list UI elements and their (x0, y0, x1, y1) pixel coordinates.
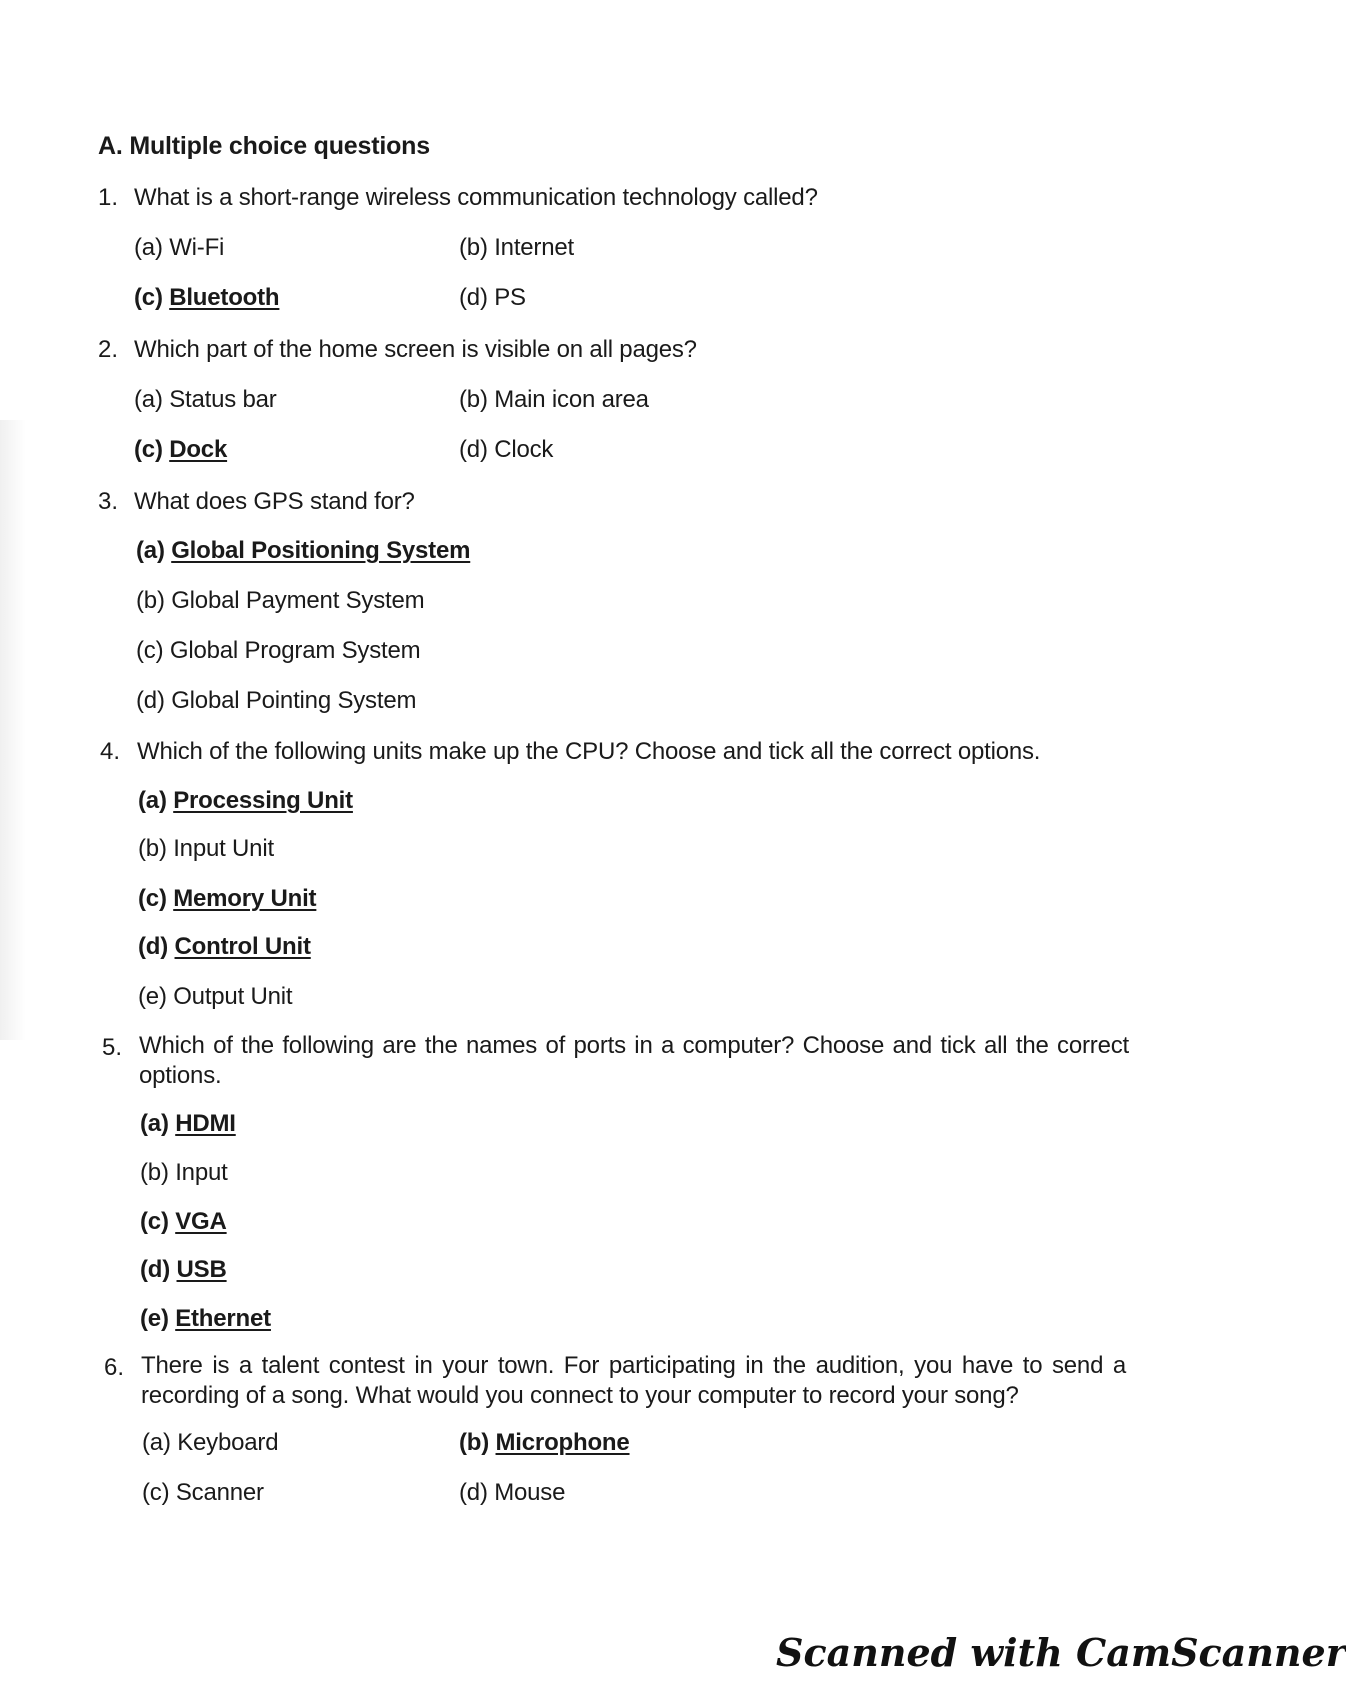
option-letter: (b) (459, 234, 488, 261)
option-letter: (a) (134, 386, 163, 413)
question-3-text: What does GPS stand for? (134, 488, 415, 515)
question-5-text: Which of the following are the names of ports in a computer? Choose and tick all the correct options. (139, 1032, 1129, 1089)
option-text: Status bar (169, 386, 277, 413)
question-1-option-a (134, 234, 224, 262)
camscanner-watermark: Scanned with CamScanner (776, 1630, 1346, 1675)
correct-answer-text: Memory Unit (173, 885, 317, 912)
question-3-option-a-correct (136, 537, 470, 565)
question-2-option-a (134, 386, 277, 414)
option-letter: (e) (138, 983, 167, 1010)
option-letter: (c) (142, 1479, 170, 1506)
question-3-option-d (136, 687, 416, 715)
question-6-number: 6. (104, 1354, 125, 1381)
question-6-option-b-correct (459, 1429, 630, 1457)
question-4-option-c-correct (138, 885, 316, 913)
option-letter: (b) (459, 1429, 490, 1456)
question-5-option-c-correct (140, 1208, 227, 1236)
option-letter: (a) (136, 537, 165, 564)
question-6-option-a (142, 1429, 278, 1457)
option-text: Main icon area (494, 386, 649, 413)
question-4-option-a-correct (138, 787, 353, 815)
option-letter: (d) (459, 1479, 488, 1506)
option-text: Output Unit (173, 983, 293, 1010)
option-letter: (c) (138, 885, 167, 912)
option-text: Mouse (494, 1479, 566, 1506)
option-letter: (d) (140, 1256, 171, 1283)
question-5-number: 5. (102, 1034, 123, 1061)
option-letter: (d) (459, 436, 488, 463)
scan-edge-shadow (0, 420, 26, 1040)
option-text: Global Program System (169, 637, 421, 664)
correct-answer-text: Bluetooth (169, 284, 280, 311)
option-letter: (d) (459, 284, 488, 311)
option-letter: (a) (134, 234, 163, 261)
correct-answer-text: Processing Unit (173, 787, 353, 814)
question-4-option-d-correct (138, 933, 311, 961)
question-4-number: 4. (100, 738, 121, 765)
correct-answer-text: Microphone (495, 1429, 630, 1456)
option-letter: (d) (138, 933, 169, 960)
option-letter: (c) (134, 436, 163, 463)
option-text: Keyboard (177, 1429, 279, 1456)
option-letter: (c) (140, 1208, 169, 1235)
correct-answer-text: USB (176, 1256, 227, 1283)
correct-answer-text: Global Positioning System (171, 537, 471, 564)
question-5-option-d-correct (140, 1256, 227, 1284)
question-2-option-c-correct (134, 436, 227, 464)
option-letter: (b) (140, 1159, 169, 1186)
question-4-option-b (138, 835, 274, 863)
option-letter: (a) (142, 1429, 171, 1456)
option-text: Clock (494, 436, 554, 463)
correct-answer-text: Dock (169, 436, 228, 463)
option-letter: (e) (140, 1305, 169, 1332)
question-3-option-b (136, 587, 424, 615)
question-1-number: 1. (98, 184, 119, 211)
option-text: Input Unit (173, 835, 274, 862)
option-letter: (b) (459, 386, 488, 413)
correct-answer-text: VGA (175, 1208, 227, 1235)
question-4-option-e (138, 983, 292, 1011)
question-5-option-b (140, 1159, 228, 1187)
question-2-option-b (459, 386, 649, 414)
correct-answer-text: HDMI (175, 1110, 236, 1137)
question-1-option-b (459, 234, 574, 262)
option-letter: (d) (136, 687, 165, 714)
question-2-text: Which part of the home screen is visible on all pages? (134, 336, 697, 363)
question-1-option-d (459, 284, 526, 312)
option-text: Scanner (175, 1479, 264, 1506)
question-5-option-e-correct (140, 1305, 271, 1333)
question-6-text: There is a talent contest in your town. For participating in the audition, you have to send a recording of a song. What would you connect to your computer to record your song? (141, 1352, 1126, 1409)
option-letter: (b) (138, 835, 167, 862)
option-letter: (a) (140, 1110, 169, 1137)
option-letter: (a) (138, 787, 167, 814)
correct-answer-text: Control Unit (174, 933, 311, 960)
option-text: PS (494, 284, 526, 311)
question-3-option-c (136, 637, 420, 665)
question-2-number: 2. (98, 336, 119, 363)
question-4-text: Which of the following units make up the CPU? Choose and tick all the correct options. (137, 738, 1041, 765)
option-text: Wi-Fi (169, 234, 225, 261)
section-title: A. Multiple choice questions (98, 132, 430, 160)
question-6-option-d (459, 1479, 565, 1507)
question-1-text: What is a short-range wireless communication technology called? (134, 184, 818, 211)
option-text: Global Payment System (171, 587, 425, 614)
option-letter: (c) (136, 637, 164, 664)
option-letter: (b) (136, 587, 165, 614)
question-5-option-a-correct (140, 1110, 236, 1138)
question-2-option-d (459, 436, 553, 464)
correct-answer-text: Ethernet (175, 1305, 271, 1332)
question-3-number: 3. (98, 488, 119, 515)
option-text: Global Pointing System (171, 687, 417, 714)
question-6-option-c (142, 1479, 264, 1507)
option-text: Internet (494, 234, 574, 261)
option-text: Input (175, 1159, 228, 1186)
question-1-option-c-correct (134, 284, 279, 312)
option-letter: (c) (134, 284, 163, 311)
